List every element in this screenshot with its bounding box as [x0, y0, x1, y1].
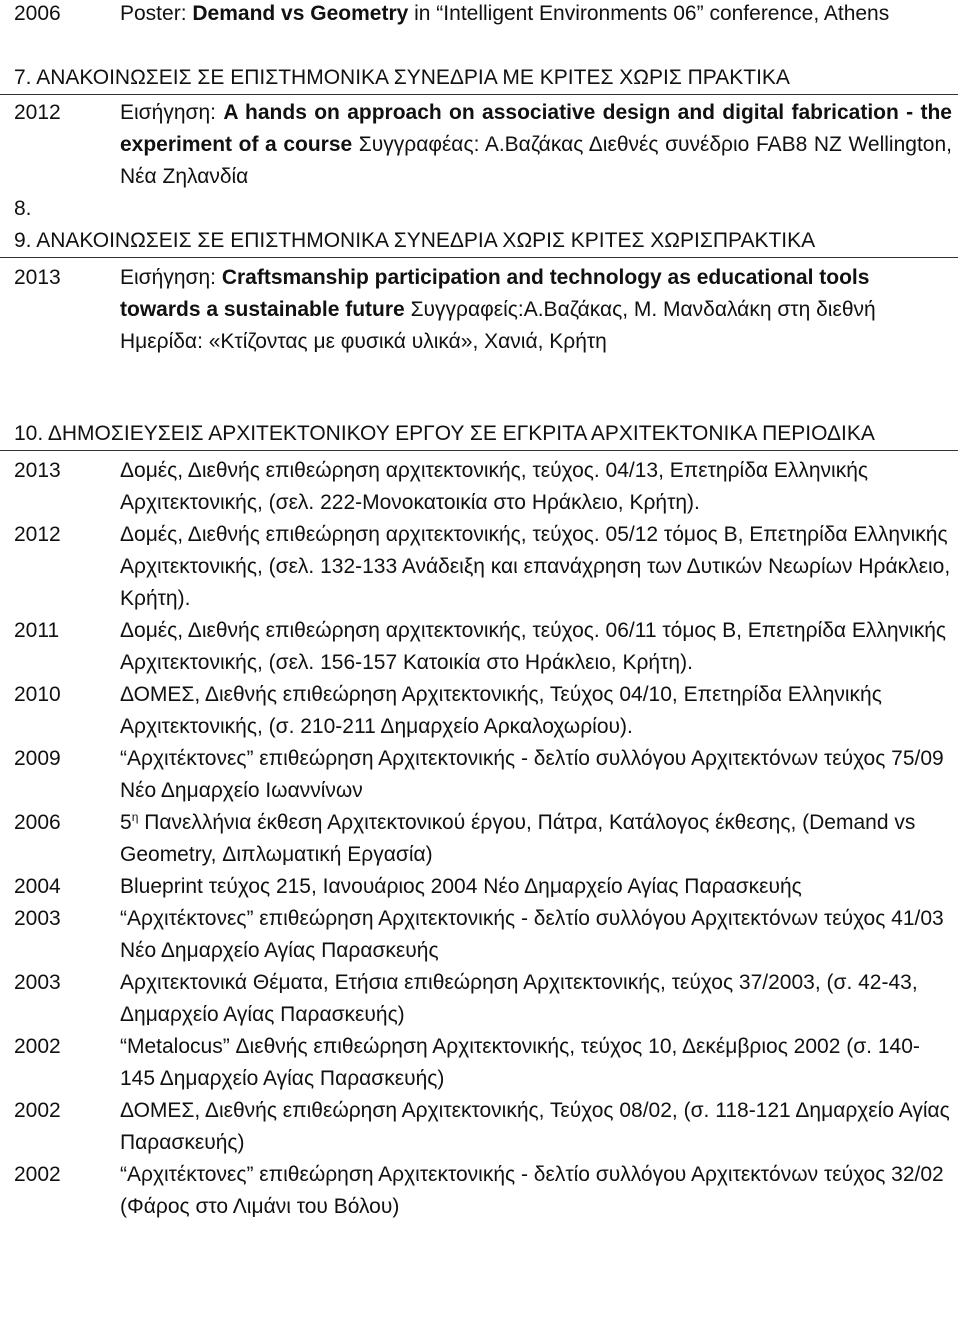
publication-entry	[0, 679, 960, 743]
entry-text: Δομές, Διεθνής επιθεώρηση αρχιτεκτονικής, τεύχος. 05/12 τόμος Β, Επετηρίδα Ελληνικής Αρχιτεκτονικής, (σελ. 132-133 Ανάδειξη και επανάχρηση των Δυτικών Νεωρίων Ηράκλειο, Κρήτη).	[120, 523, 951, 610]
publication-entry	[0, 455, 960, 519]
entry-title: A hands on approach on associative design and digital fabrication - the experiment of a course	[120, 101, 952, 156]
entry-title: Demand vs Geometry	[192, 2, 409, 25]
publication-entry	[0, 967, 960, 1031]
entry-text: Αρχιτεκτονικά Θέματα, Ετήσια επιθεώρηση Αρχιτεκτονικής, τεύχος 37/2003, (σ. 42-43, Δημαρχείο Αγίας Παρασκευής)	[120, 971, 918, 1026]
entry-year: 2002	[14, 1163, 61, 1186]
publication-entry	[0, 871, 960, 903]
publication-entry	[0, 615, 960, 679]
publication-entry	[0, 807, 960, 871]
section-heading-10: 10. ΔΗΜΟΣΙΕΥΣΕΙΣ ΑΡΧΙΤΕΚΤΟΝΙΚΟΥ ΕΡΓΟΥ ΣΕ ΕΓΚΡΙΤΑ ΑΡΧΙΤΕΚΤΟΝΙΚΑ ΠΕΡΙΟΔΙΚΑ	[0, 418, 958, 451]
entry-text: “Αρχιτέκτονες” επιθεώρηση Αρχιτεκτονικής - δελτίο συλλόγου Αρχιτεκτόνων τεύχος 75/09 Νέο Δημαρχείο Ιωαννίνων	[120, 747, 944, 802]
entry-text: Δομές, Διεθνής επιθεώρηση αρχιτεκτονικής, τεύχος. 04/13, Επετηρίδα Ελληνικής Αρχιτεκτονικής, (σελ. 222-Μονοκατοικία στο Ηράκλειο, Κρήτη).	[120, 459, 869, 514]
entry-text: ΔΟΜΕΣ, Διεθνής επιθεώρηση Αρχιτεκτονικής, Τεύχος 04/10, Επετηρίδα Ελληνικής Αρχιτεκτονικής, (σ. 210-211 Δημαρχείο Αρκαλοχωρίου).	[120, 683, 882, 738]
publication-entry	[0, 903, 960, 967]
entry-title: Craftsmanship participation and technology as educational tools towards a sustainable future	[120, 266, 870, 321]
entry-year: 2012	[14, 101, 61, 124]
publication-entry	[0, 1095, 960, 1159]
entry-year: 2003	[14, 907, 61, 930]
publication-entry	[0, 1159, 960, 1223]
section-heading-8: 8.	[14, 197, 32, 220]
entry-year: 2004	[14, 875, 61, 898]
entry-2006-poster	[0, 0, 960, 30]
entry-year: 2009	[14, 747, 61, 770]
entry-year: 2006	[14, 2, 61, 25]
entry-text: ΔΟΜΕΣ, Διεθνής επιθεώρηση Αρχιτεκτονικής, Τεύχος 08/02, (σ. 118-121 Δημαρχείο Αγίας Παρασκευής)	[120, 1099, 950, 1154]
entry-year: 2013	[14, 459, 61, 482]
entry-year: 2010	[14, 683, 61, 706]
entry-year: 2002	[14, 1099, 61, 1122]
entry-text: “Metalocus” Διεθνής επιθεώρηση Αρχιτεκτονικής, τεύχος 10, Δεκέμβριος 2002 (σ. 140-145 Δημαρχείο Αγίας Παρασκευής)	[120, 1035, 920, 1090]
entry-text: “Αρχιτέκτονες” επιθεώρηση Αρχιτεκτονικής - δελτίο συλλόγου Αρχιτεκτόνων τεύχος 32/02 (Φάρος στο Λιμάνι του Βόλου)	[120, 1163, 944, 1218]
entry-text: “Αρχιτέκτονες” επιθεώρηση Αρχιτεκτονικής - δελτίο συλλόγου Αρχιτεκτόνων τεύχος 41/03 Νέο Δημαρχείο Αγίας Παρασκευής	[120, 907, 944, 962]
publications-list	[0, 455, 960, 1223]
publication-entry	[0, 519, 960, 615]
section-heading-9: 9. ΑΝΑΚΟΙΝΩΣΕΙΣ ΣΕ ΕΠΙΣΤΗΜΟΝΙΚΑ ΣΥΝΕΔΡΙΑ ΧΩΡΙΣ ΚΡΙΤΕΣ ΧΩΡΙΣΠΡΑΚΤΙΚΑ	[0, 225, 958, 258]
publication-entry	[0, 1031, 960, 1095]
entry-text: Εισήγηση: A hands on approach on associative design and digital fabrication - the experiment of a course Συγγραφέας: Α.Βαζάκας Διεθνές συνέδριο FAB8 NZ Wellington, Νέα Ζηλανδία	[120, 101, 952, 188]
entry-year: 2003	[14, 971, 61, 994]
entry-year: 2006	[14, 811, 61, 834]
entry-2013-craftsmanship	[0, 262, 960, 358]
entry-year: 2002	[14, 1035, 61, 1058]
entry-text: Poster: Demand vs Geometry in “Intelligent Environments 06” conference, Athens	[120, 2, 890, 25]
entry-year: 2012	[14, 523, 61, 546]
section-heading-7: 7. ΑΝΑΚΟΙΝΩΣΕΙΣ ΣΕ ΕΠΙΣΤΗΜΟΝΙΚΑ ΣΥΝΕΔΡΙΑ ΜΕ ΚΡΙΤΕΣ ΧΩΡΙΣ ΠΡΑΚΤΙΚΑ	[0, 62, 958, 95]
entry-text: Blueprint τεύχος 215, Ιανουάριος 2004 Νέο Δημαρχείο Αγίας Παρασκευής	[120, 875, 802, 898]
entry-text: $5^\eta$ Πανελλήνια έκθεση Αρχιτεκτονικού έργου, Πάτρα, Κατάλογος έκθεσης, (Demand vs Geometry, Διπλωματική Εργασία)	[120, 810, 916, 866]
entry-2012-fab8	[0, 97, 960, 193]
entry-text: Δομές, Διεθνής επιθεώρηση αρχιτεκτονικής, τεύχος. 06/11 τόμος Β, Επετηρίδα Ελληνικής Αρχιτεκτονικής, (σελ. 156-157 Κατοικία στο Ηράκλειο, Κρήτη).	[120, 619, 947, 674]
entry-year: 2013	[14, 266, 61, 289]
entry-text: Εισήγηση: Craftsmanship participation and technology as educational tools towards a sustainable future Συγγραφείς:Α.Βαζάκας, Μ. Μανδαλάκη στη διεθνή Ημερίδα: «Κτίζοντας με φυσικά υλικά», Χανιά, Κρήτη	[120, 266, 876, 353]
entry-year: 2011	[14, 619, 60, 642]
publication-entry	[0, 743, 960, 807]
